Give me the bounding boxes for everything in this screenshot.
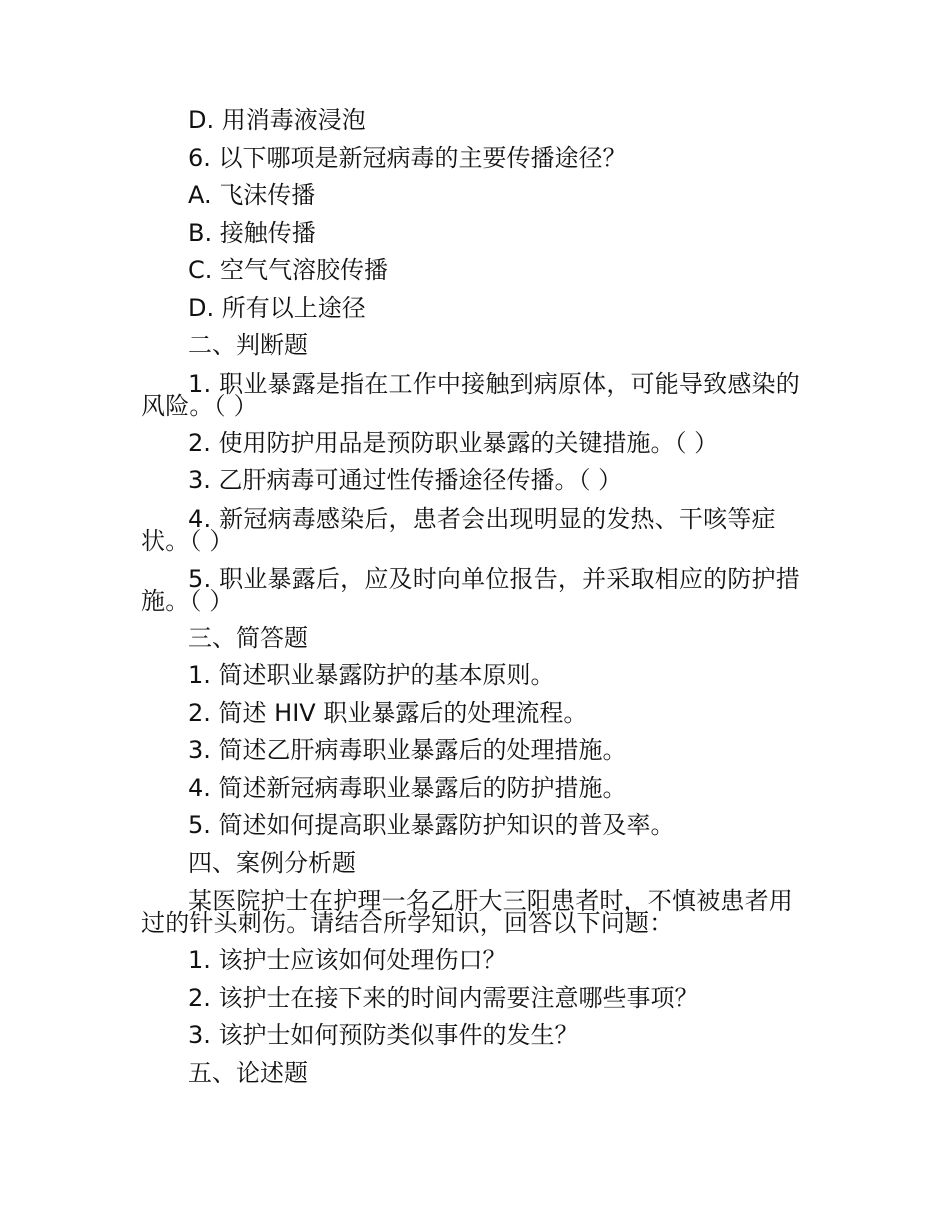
case-question-1: 1. 该护士应该如何处理伤口？ bbox=[188, 946, 507, 974]
short-item-3: 3. 简述乙肝病毒职业暴露后的处理措施。 bbox=[188, 736, 627, 764]
judge-item-2: 2. 使用防护用品是预防职业暴露的关键措施。（ ） bbox=[188, 428, 719, 457]
case-question-2: 2. 该护士在接下来的时间内需要注意哪些事项？ bbox=[188, 983, 699, 1012]
short-item-1: 1. 简述职业暴露防护的基本原则。 bbox=[188, 661, 555, 689]
case-intro: 某医院护士在护理一名乙肝大三阳患者时，不慎被患者用过的针头刺伤。请结合所学知识，回答以下问题： bbox=[141, 887, 793, 937]
section-heading-judge: 二、判断题 bbox=[188, 331, 308, 359]
judge-item-1: 1. 职业暴露是指在工作中接触到病原体，可能导致感染的风险。（ ） bbox=[141, 369, 800, 420]
short-item-2: 2. 简述 HIV 职业暴露后的处理流程。 bbox=[188, 698, 588, 727]
judge-item-5: 5. 职业暴露后，应及时向单位报告，并采取相应的防护措施。（ ） bbox=[141, 564, 800, 615]
short-item-4: 4. 简述新冠病毒职业暴露后的防护措施。 bbox=[188, 773, 627, 802]
section-heading-essay: 五、论述题 bbox=[188, 1058, 308, 1087]
short-item-5: 5. 简述如何提高职业暴露防护知识的普及率。 bbox=[188, 811, 675, 839]
section-heading-short: 三、简答题 bbox=[188, 623, 308, 652]
judge-item-4: 4. 新冠病毒感染后，患者会出现明显的发热、干咳等症状。（ ） bbox=[141, 504, 776, 555]
document-page bbox=[141, 102, 813, 1092]
question-line: 6. 以下哪项是新冠病毒的主要传播途径？ bbox=[188, 143, 627, 172]
judge-item-3: 3. 乙肝病毒可通过性传播途径传播。（ ） bbox=[188, 466, 623, 494]
option-line: C. 空气气溶胶传播 bbox=[188, 256, 389, 284]
section-heading-case: 四、案例分析题 bbox=[188, 848, 356, 877]
option-line: B. 接触传播 bbox=[188, 218, 316, 247]
option-line: D. 所有以上途径 bbox=[188, 293, 366, 322]
case-question-3: 3. 该护士如何预防类似事件的发生？ bbox=[188, 1021, 579, 1049]
option-line: A. 飞沫传播 bbox=[188, 181, 316, 209]
option-line: D. 用消毒液浸泡 bbox=[188, 106, 366, 134]
